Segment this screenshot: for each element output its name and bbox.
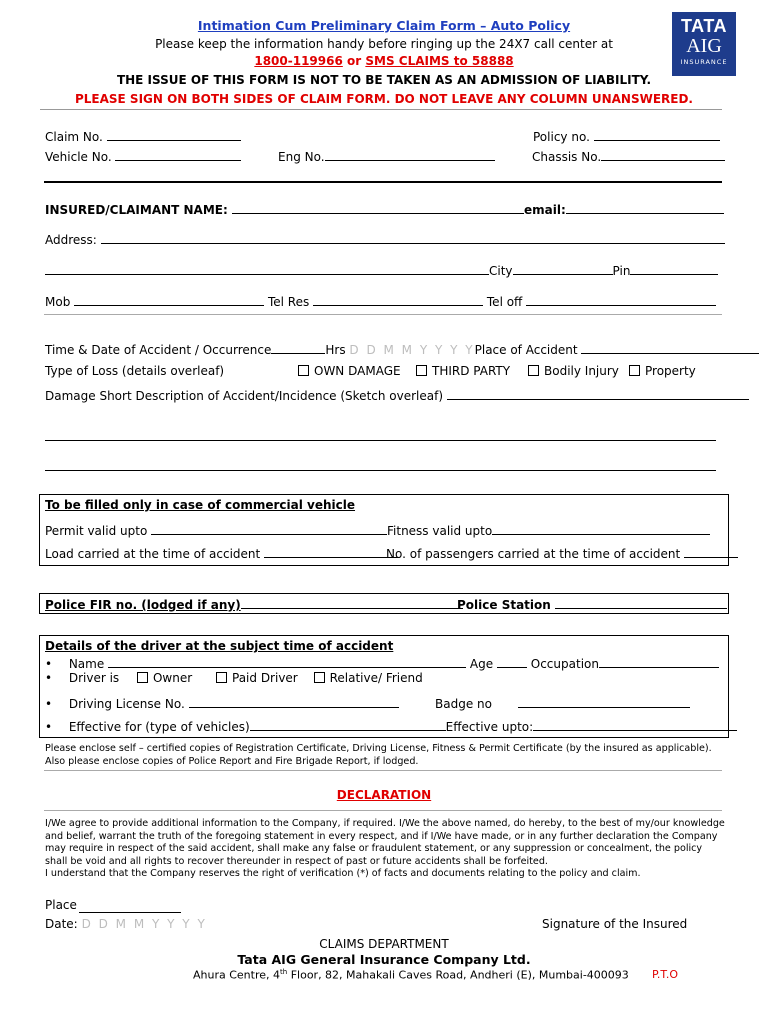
address-field-2[interactable] (45, 262, 489, 275)
owner-checkbox[interactable] (137, 672, 148, 683)
driver-name-label: Name (68, 657, 105, 671)
chassis-no-label: Chassis No. (532, 150, 602, 164)
age-label: Age (469, 657, 494, 671)
company-name: Tata AIG General Insurance Company Ltd. (237, 952, 531, 967)
email-field[interactable] (566, 201, 724, 214)
load-label: Load carried at the time of accident (45, 547, 261, 561)
occupation-field[interactable] (599, 655, 719, 668)
phone-row (45, 293, 716, 309)
driver-is-label: Driver is (68, 671, 120, 685)
declaration-divider (44, 810, 722, 811)
effective-row (45, 718, 737, 734)
effective-upto-label: Effective upto: (445, 720, 534, 734)
damage-desc-label: Damage Short Description of Accident/Incidence (Sketch overleaf) (45, 389, 444, 403)
property-label: Property (645, 364, 696, 378)
badge-label: Badge no (435, 697, 492, 711)
eng-no-label: Eng No. (278, 150, 325, 164)
permit-field[interactable] (151, 522, 387, 535)
permit-label: Permit valid upto (45, 524, 148, 538)
damage-desc-row (45, 387, 749, 403)
fir-field[interactable] (241, 596, 463, 609)
section-divider (44, 181, 722, 183)
claims-department: CLAIMS DEPARTMENT (319, 937, 449, 951)
fir-label: Police FIR no. (lodged if any) (45, 598, 241, 612)
loss-property[interactable] (629, 364, 696, 378)
driver-name-field[interactable] (108, 655, 466, 668)
effective-upto-field[interactable] (533, 718, 737, 731)
place-label: Place (45, 898, 77, 912)
hrs-label: Hrs (325, 343, 346, 357)
mob-field[interactable] (74, 293, 264, 306)
address-sup: th (280, 968, 288, 976)
mob-label: Mob (45, 295, 71, 309)
claim-no-field[interactable] (107, 128, 241, 141)
policy-no-field[interactable] (594, 128, 720, 141)
own-damage-checkbox[interactable] (298, 365, 309, 376)
fitness-label: Fitness valid upto (387, 524, 493, 538)
third-party-label: THIRD PARTY (432, 364, 511, 378)
passengers-label: No. of passengers carried at the time of accident (386, 547, 681, 561)
type-of-loss-label: Type of Loss (details overleaf) (45, 364, 225, 378)
address-row-2 (45, 262, 718, 278)
license-field[interactable] (189, 695, 399, 708)
relative-friend-checkbox[interactable] (314, 672, 325, 683)
place-of-accident-field[interactable] (581, 341, 759, 354)
thin-divider (44, 314, 722, 315)
declaration-text: I/We agree to provide additional information to the Company, if required. I/We the above named, do hereby, to the best of my/our knowledge and belief, warrant the truth of the foregoing statement in every respect, and if I/We have made, or in any further declaration the Company may require in respect of the said accident, shall make any false or fraudulent statement, or any suppression or concealment, the policy shall be void and all rights to recover thereunder in respect of past or future accidents shall be forfeited. (45, 818, 725, 867)
driver-heading: Details of the driver at the subject time of accident (45, 639, 394, 653)
policy-no-row (533, 128, 720, 144)
claim-no-label: Claim No. (45, 130, 103, 144)
load-row (45, 545, 398, 561)
passengers-field[interactable] (684, 545, 738, 558)
relative-friend-label: Relative/ Friend (329, 671, 423, 685)
logo-line3: INSURANCE (680, 58, 728, 66)
bullet: • (45, 720, 53, 734)
sign-notice: PLEASE SIGN ON BOTH SIDES OF CLAIM FORM. DO NOT LEAVE ANY COLUMN UNANSWERED. (74, 92, 693, 106)
license-row (45, 695, 399, 711)
loss-own-damage[interactable] (298, 364, 401, 378)
time-date-label: Time & Date of Accident / Occurrence (45, 343, 272, 357)
fir-row (45, 596, 463, 612)
footer-date-hint[interactable]: D D M M Y Y Y Y (81, 917, 207, 931)
pin-label: Pin (612, 264, 631, 278)
eng-no-row (278, 148, 495, 164)
call-center-phone[interactable]: 1800-119966 (254, 54, 343, 68)
logo-line2: AIG (686, 35, 722, 57)
date-hint[interactable]: D D M M Y Y Y Y (349, 343, 475, 357)
tel-off-label: Tel off (486, 295, 523, 309)
tel-off-field[interactable] (526, 293, 716, 306)
accident-time-row (45, 341, 759, 357)
note-divider (44, 770, 722, 771)
age-field[interactable] (497, 655, 527, 668)
tel-res-label: Tel Res (267, 295, 310, 309)
time-field[interactable] (271, 341, 325, 354)
police-station-label: Police Station (457, 598, 551, 612)
declaration-heading: DECLARATION (336, 788, 432, 802)
chassis-no-field[interactable] (601, 148, 725, 161)
place-field[interactable] (79, 912, 181, 913)
info-line: Please keep the information handy before ringing up the 24X7 call center at (155, 37, 613, 51)
fitness-row (387, 522, 710, 538)
loss-bodily-injury[interactable] (528, 364, 619, 378)
city-label: City (489, 264, 513, 278)
logo-line1: TATA (681, 16, 727, 36)
vehicle-no-row (45, 148, 241, 164)
place-of-accident-label: Place of Accident (474, 343, 578, 357)
badge-field[interactable] (518, 695, 690, 708)
insured-name-label: INSURED/CLAIMANT NAME: (45, 203, 228, 217)
liability-notice: THE ISSUE OF THIS FORM IS NOT TO BE TAKEN AS AN ADMISSION OF LIABILITY. (116, 73, 652, 87)
city-field[interactable] (513, 262, 613, 275)
damage-desc-field-3[interactable] (45, 470, 716, 471)
contact-line (0, 54, 768, 68)
pin-field[interactable] (630, 262, 718, 275)
chassis-no-row (532, 148, 725, 164)
commercial-heading: To be filled only in case of commercial vehicle (45, 498, 356, 512)
eng-no-field[interactable] (325, 148, 495, 161)
company-address (193, 968, 629, 982)
claim-no-row (45, 128, 241, 144)
driver-is-row (45, 671, 423, 685)
bodily-injury-label: Bodily Injury (544, 364, 619, 378)
loss-third-party[interactable] (416, 364, 510, 378)
bodily-injury-checkbox[interactable] (528, 365, 539, 376)
or-text: or (342, 54, 366, 68)
passengers-row (386, 545, 738, 561)
date-row (45, 917, 207, 931)
police-station-field[interactable] (555, 596, 727, 609)
form-title: Intimation Cum Preliminary Claim Form – Auto Policy (197, 18, 571, 33)
police-station-row (457, 596, 727, 612)
fitness-field[interactable] (492, 522, 710, 535)
vehicle-no-field[interactable] (115, 148, 241, 161)
effective-for-field[interactable] (250, 718, 446, 731)
owner-label: Owner (152, 671, 193, 685)
bullet: • (45, 671, 53, 685)
permit-row (45, 522, 387, 538)
header-divider (40, 109, 722, 110)
insured-row (45, 201, 724, 217)
third-party-checkbox[interactable] (416, 365, 427, 376)
enclose-note: Please enclose self – certified copies of Registration Certificate, Driving License, Fitness & Permit Certificate (by the insured as applicable). Also please enclose copies of Police Report and Fire Brigade Report, if lodged. (45, 743, 712, 767)
address-pre: Ahura Centre, 4 (193, 968, 281, 982)
damage-desc-field-2[interactable] (45, 440, 716, 441)
tel-res-field[interactable] (313, 293, 483, 306)
occupation-label: Occupation (530, 657, 599, 671)
bullet: • (45, 697, 53, 711)
pto-label: P.T.O (652, 968, 678, 981)
license-label: Driving License No. (68, 697, 185, 711)
bullet: • (45, 657, 53, 671)
effective-for-label: Effective for (type of vehicles) (68, 720, 250, 734)
address-row (45, 231, 725, 247)
damage-desc-field-1[interactable] (447, 387, 749, 400)
date-label: Date: (45, 917, 78, 931)
vehicle-no-label: Vehicle No. (45, 150, 112, 164)
address-post: Floor, 82, Mahakali Caves Road, Andheri (E), Mumbai-400093 (287, 968, 629, 982)
sms-claims: SMS CLAIMS to 58888 (365, 54, 514, 68)
property-checkbox[interactable] (629, 365, 640, 376)
own-damage-label: OWN DAMAGE (314, 364, 401, 378)
signature-label: Signature of the Insured (542, 917, 688, 931)
policy-no-label: Policy no. (533, 130, 590, 144)
address-label: Address: (45, 233, 97, 247)
email-label: email: (523, 203, 566, 217)
badge-row (435, 695, 690, 711)
driver-name-row (45, 655, 719, 671)
insured-name-field[interactable] (232, 201, 524, 214)
declaration-text-2: I understand that the Company reserves the right of verification (*) of facts and documents relating to the policy and claim. (45, 868, 641, 879)
address-field-1[interactable] (101, 231, 725, 244)
paid-driver-checkbox[interactable] (216, 672, 227, 683)
paid-driver-label: Paid Driver (232, 671, 298, 685)
load-field[interactable] (264, 545, 398, 558)
